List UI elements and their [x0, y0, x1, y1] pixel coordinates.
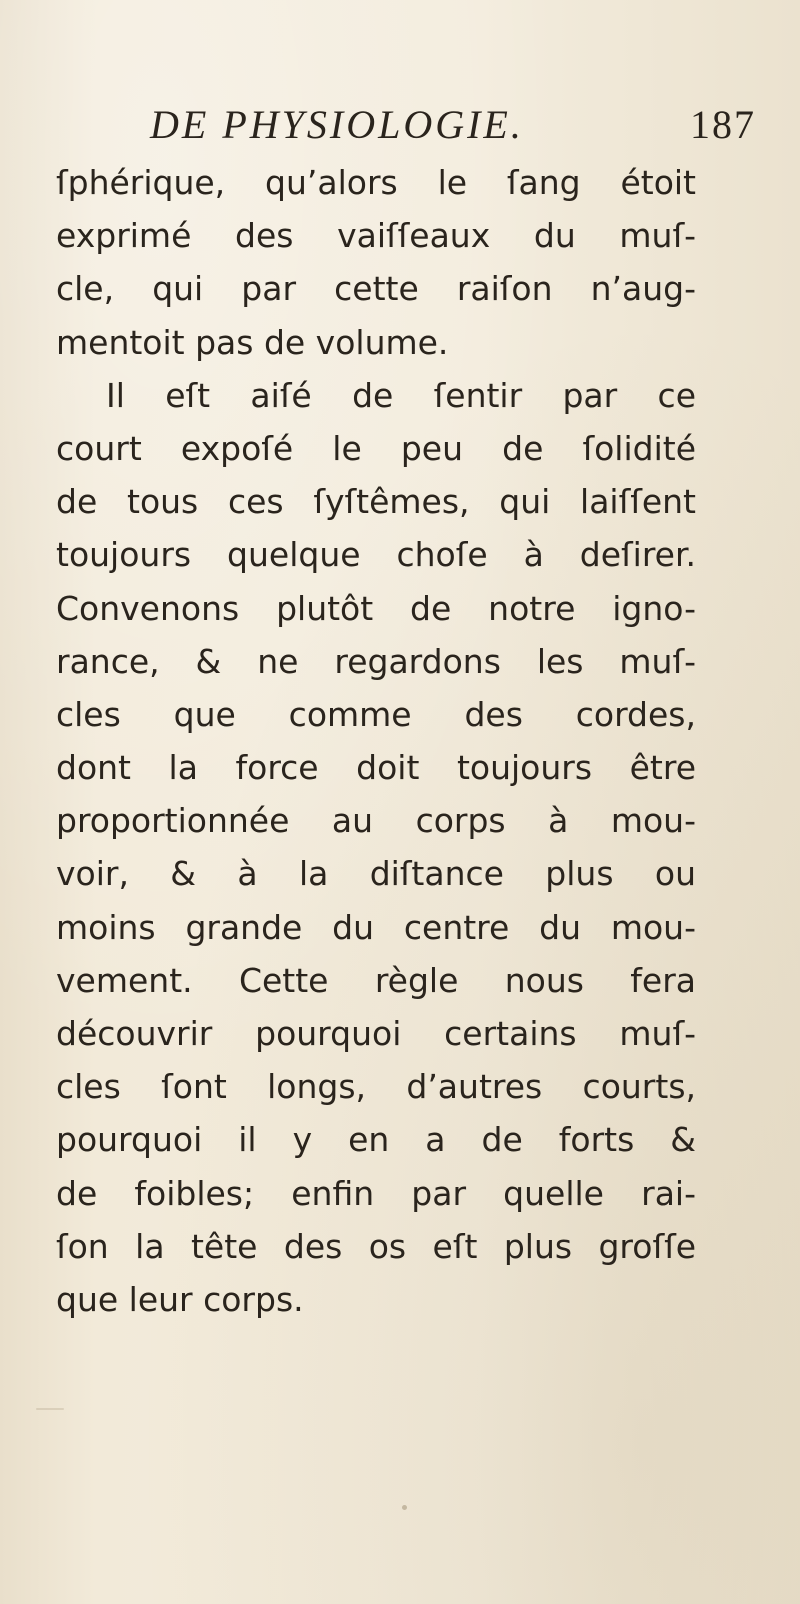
text-line: de tous ces ſyſtêmes, qui laiſſent [56, 482, 696, 522]
text-line: toujours quelque choſe à deſirer. [56, 535, 696, 575]
body-text [56, 156, 696, 1326]
text-line: exprimé des vaiſſeaux du muſ- [56, 216, 696, 256]
text-line: rance, & ne regardons les muſ- [56, 641, 696, 681]
text-line: dont la force doit toujours être [56, 748, 696, 788]
text-line: découvrir pourquoi certains muſ- [56, 1014, 696, 1053]
text-line: Convenons plutôt de notre igno- [56, 588, 696, 628]
page-number: 187 [690, 102, 756, 147]
text-line: de foibles; enfin par quelle rai- [56, 1173, 696, 1213]
text-line: proportionnée au corps à mou- [56, 801, 696, 841]
running-title: DE PHYSIOLOGIE. [150, 102, 524, 147]
paragraph-1 [56, 156, 696, 369]
text-line: cles que comme des cordes, [56, 694, 696, 734]
paper-speck [402, 1505, 407, 1510]
paper-speck [36, 1408, 64, 1410]
text-line: court expoſé le peu de ſolidité [56, 428, 696, 468]
text-line: pourquoi il y en a de forts & [56, 1120, 696, 1160]
text-line: ſphérique, qu’alors le ſang étoit [56, 163, 696, 202]
text-line: vement. Cette règle nous fera [56, 960, 696, 1000]
paragraph-2 [56, 369, 696, 1326]
text-line: mentoit pas de volume. [56, 322, 449, 362]
text-line: cle, qui par cette raiſon n’aug- [56, 269, 696, 309]
text-line: Il eſt aiſé de ſentir par ce [106, 375, 696, 415]
text-line: cles ſont longs, d’autres courts, [56, 1067, 696, 1107]
text-line: moins grande du centre du mou- [56, 907, 696, 947]
text-line: voir, & à la diſtance plus ou [56, 854, 696, 894]
text-line: ſon la tête des os eſt plus groſſe [56, 1226, 696, 1266]
text-line: que leur corps. [56, 1279, 304, 1319]
